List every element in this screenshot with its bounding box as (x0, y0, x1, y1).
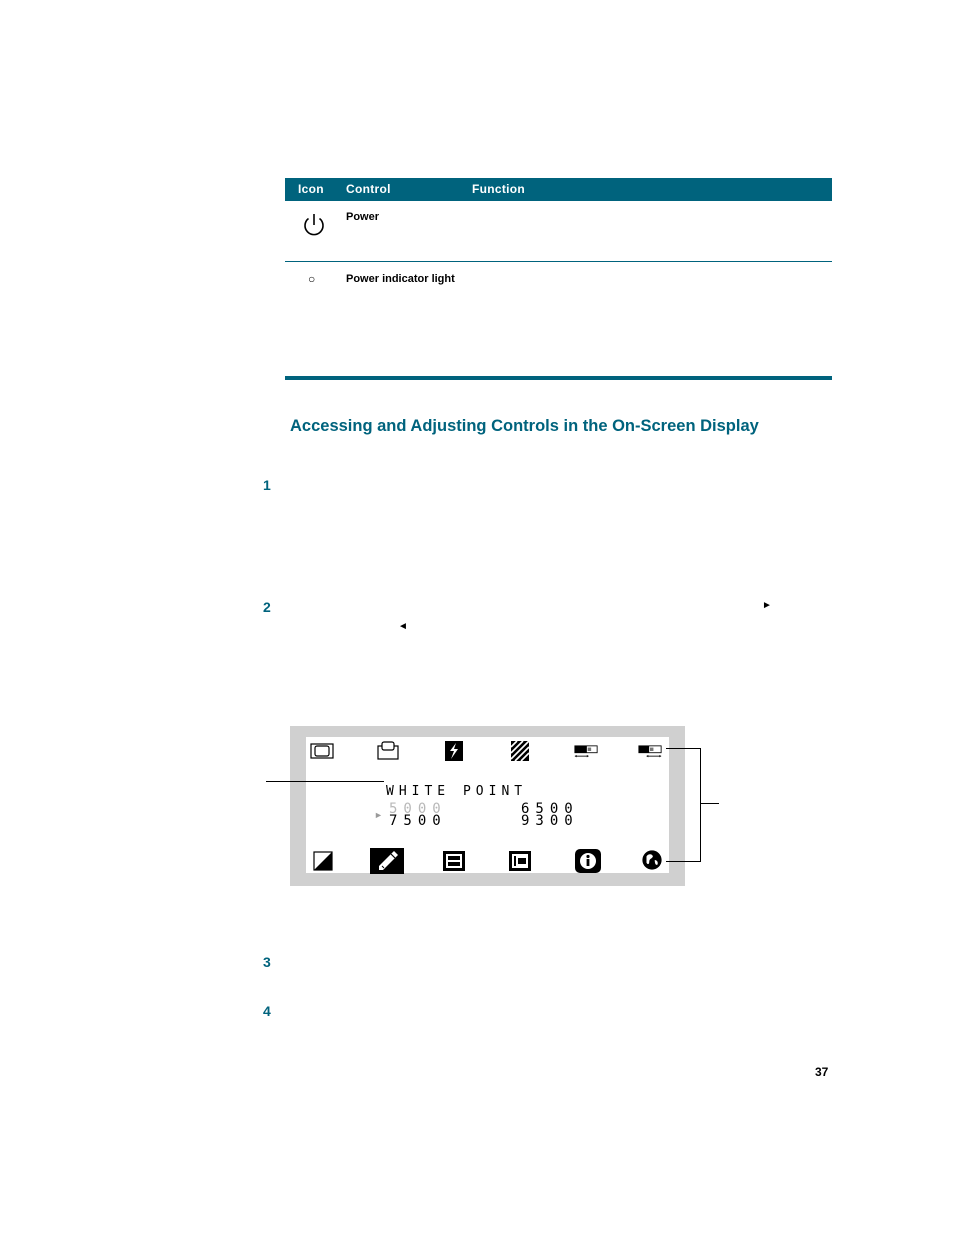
horizontal-position-icon (574, 740, 598, 762)
monitor-size-icon (310, 740, 334, 762)
section-heading: Accessing and Adjusting Controls in the On-Screen Display (290, 417, 759, 435)
osd-screen (306, 737, 669, 873)
header-icon: Icon (298, 182, 324, 196)
option-6500[interactable]: 6500 (521, 801, 579, 817)
degauss-icon (442, 740, 466, 762)
option-5000[interactable]: 5000 (389, 801, 447, 817)
horizontal-size-icon (638, 740, 662, 762)
selection-pointer-icon: ► (374, 810, 383, 820)
callout-line-top-icons (666, 748, 701, 749)
table-header (285, 178, 832, 201)
header-function: Function (472, 182, 526, 196)
info-icon (574, 848, 602, 874)
page-number: 37 (815, 1065, 829, 1079)
table-bottom-rule (285, 376, 832, 380)
callout-line-icons-label (700, 803, 719, 804)
row-divider (285, 261, 832, 262)
control-power: Power (346, 211, 380, 223)
step-number-3: 3 (263, 954, 271, 970)
power-icon (301, 212, 327, 238)
circle-icon: ○ (308, 272, 316, 286)
language-icon (640, 849, 664, 871)
white-point-icon[interactable] (370, 848, 404, 874)
callout-line-title (266, 781, 384, 782)
geometry-icon (508, 850, 532, 872)
option-7500[interactable]: 7500 (389, 813, 447, 829)
header-control: Control (346, 182, 391, 196)
monitor-tilt-icon (376, 740, 400, 762)
callout-bracket (700, 748, 701, 862)
contrast-icon (312, 850, 336, 872)
moire-icon (508, 740, 532, 762)
control-power-indicator: Power indicator light (346, 273, 455, 285)
step-number-2: 2 (263, 599, 271, 615)
vertical-size-icon (442, 850, 466, 872)
osd-title: WHITE POINT (386, 784, 528, 799)
option-9300[interactable]: 9300 (521, 813, 579, 829)
step-number-1: 1 (263, 477, 271, 493)
osd-illustration (290, 726, 685, 886)
callout-line-bottom-icons (666, 861, 701, 862)
right-arrow-icon: ► (762, 600, 772, 611)
step-number-4: 4 (263, 1003, 271, 1019)
left-arrow-icon: ◄ (398, 621, 408, 632)
